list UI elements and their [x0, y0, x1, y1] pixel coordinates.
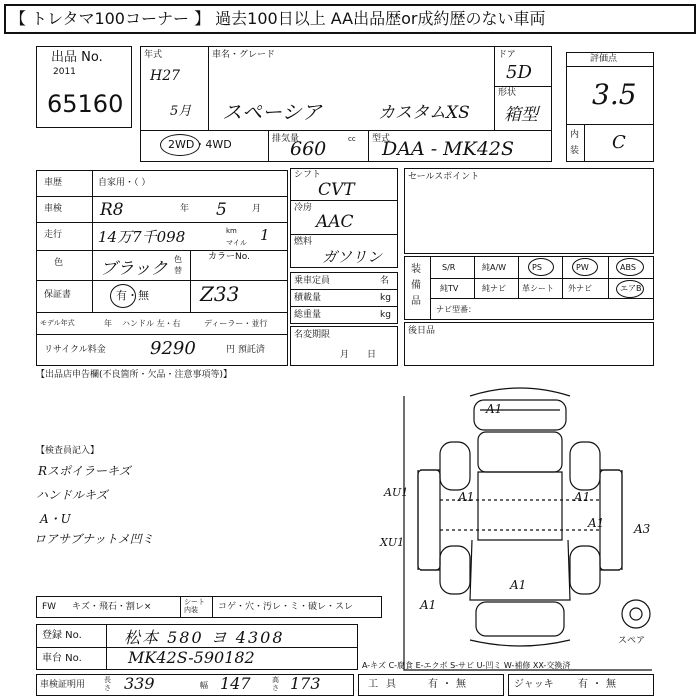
ac-label: 冷房 — [294, 203, 313, 213]
width-value: 147 — [220, 674, 251, 693]
mileage-unit: km — [226, 227, 237, 235]
inspection-label: 車検 — [44, 204, 63, 214]
chassis-value: MK42S-590182 — [128, 648, 255, 667]
doors-value: 5D — [506, 62, 532, 83]
mileage-miles-label: マイル — [226, 239, 247, 247]
inspection-value: R8 — [100, 200, 124, 220]
length-value: 339 — [124, 674, 155, 693]
name-change-unit: 月日 — [340, 350, 395, 360]
capacity-row-label: 積載量 — [294, 293, 322, 303]
lot-label: 出品 No. — [51, 50, 103, 65]
history-options: 自家用・（ ） — [98, 178, 151, 188]
equipment-item: ABS — [620, 263, 636, 272]
tools-options: 有・無 — [428, 679, 470, 690]
shape-value: 箱型 — [504, 105, 538, 125]
height-value: 173 — [290, 674, 321, 693]
capacity-row-unit: kg — [380, 310, 391, 320]
equipment-item: 純TV — [440, 284, 459, 293]
model-row-label: モデル年式 — [40, 319, 75, 327]
interior-value: C — [612, 132, 626, 153]
inspection-year-unit: 年 — [180, 204, 190, 214]
equipment-item: PS — [532, 263, 542, 272]
fw-label: FW — [42, 602, 57, 612]
damage-mark: A1 — [420, 598, 437, 612]
damage-mark: A1 — [486, 402, 503, 416]
drive-options: 2WD・4WD — [168, 138, 232, 151]
damage-mark: A1 — [574, 490, 591, 504]
sheet-header: 【 トレタマ100コーナー 】 過去100日以上 AA出品歴or成約歴のない車両 — [4, 4, 696, 34]
interior-label-top: 内 — [570, 130, 580, 140]
displacement-unit: cc — [348, 135, 356, 143]
capacity-row-label: 乗車定員 — [294, 276, 331, 286]
model-year-value: H27 — [150, 68, 181, 84]
fuel-label: 燃料 — [294, 237, 313, 247]
registration-label: 登録 No. — [42, 630, 82, 641]
inspector-note: ハンドルキズ — [36, 488, 108, 502]
model-year-month: 5月 — [170, 104, 192, 119]
capacity-row-label: 総重量 — [294, 310, 322, 320]
recycle-value: 9290 — [150, 338, 196, 359]
mileage-label: 走行 — [44, 230, 63, 240]
lot-year-stamp: 2011 — [53, 67, 76, 77]
sales-point-label: セールスポイント — [408, 172, 480, 182]
shift-label: シフト — [294, 170, 322, 180]
width-label: 幅 — [200, 681, 208, 690]
warranty-options: 有・無 — [116, 289, 149, 302]
damage-mark: A3 — [634, 522, 651, 536]
tools-label: 工具 — [368, 679, 404, 690]
model-row-dealer: ディーラー・並行 — [204, 319, 268, 328]
navi-model-label: ナビ型番： — [436, 305, 476, 314]
capacity-row-unit: kg — [380, 293, 391, 303]
equipment-item: S/R — [442, 263, 456, 272]
inspector-note: A・U — [40, 512, 71, 526]
certificate-label: 車検証明用 — [40, 680, 86, 690]
inspector-note: ロアサブナットメ凹ミ — [34, 532, 154, 546]
model-row-handle: ハンドル 左・右 — [122, 319, 181, 328]
model-year-label: 年式 — [144, 50, 163, 60]
registration-value: 松本 580 ヨ 4308 — [124, 628, 285, 647]
mileage-value: 14万7千098 — [98, 228, 186, 246]
inspection-month: 5 — [216, 200, 227, 220]
score-value: 3.5 — [592, 78, 637, 111]
equipment-item: 外ナビ — [568, 284, 592, 293]
color-label: 色 — [54, 258, 64, 268]
fuel-value: ガソリン — [322, 248, 383, 266]
equipment-item: 革シート — [522, 284, 554, 293]
equipment-item: エアB — [620, 284, 642, 293]
inspector-label: 【検査員記入】 — [36, 446, 100, 456]
damage-mark: A1 — [510, 578, 527, 592]
damage-mark: AU1 — [384, 486, 409, 499]
color-code-label: カラーNo. — [208, 252, 250, 262]
fw-items: キズ・飛石・割レ× — [72, 602, 152, 612]
mileage-note: 1 — [260, 226, 270, 244]
color-change-label: 色替 — [174, 255, 182, 275]
seat-items: コゲ・穴・汚レ・ミ・破レ・スレ — [218, 602, 354, 612]
interior-label-bottom: 装 — [570, 146, 580, 156]
name-change-label: 名変期限 — [294, 330, 331, 340]
inspector-note: Rスポイラーキズ — [38, 464, 131, 478]
recycle-label: リサイクル料金 — [44, 345, 106, 355]
color-code-value: Z33 — [200, 282, 240, 306]
car-grade-value: カスタムXS — [378, 103, 470, 123]
seat-label: シート内装 — [184, 598, 205, 614]
car-name-label: 車名・グレード — [212, 50, 276, 60]
damage-mark: XU1 — [380, 536, 405, 549]
height-label: 高さ — [272, 676, 279, 692]
spare-label: スペア — [618, 636, 646, 646]
shape-label: 形状 — [498, 88, 517, 98]
history-label: 車歴 — [44, 178, 63, 188]
displacement-label: 排気量 — [272, 134, 300, 144]
model-row-year: 年 — [104, 319, 112, 328]
capacity-row-unit: 名 — [380, 276, 390, 286]
warranty-label: 保証書 — [44, 290, 72, 300]
damage-legend: A-キズ C-腐食 E-エクボ S-サビ U-凹ミ W-補修 XX-交換済 — [362, 661, 571, 670]
doors-label: ドア — [498, 50, 516, 60]
equipment-item: 純A/W — [482, 263, 507, 272]
lot-number: 65160 — [47, 90, 124, 118]
car-name-value: スペーシア — [222, 100, 322, 124]
jack-label: ジャッキ — [514, 679, 554, 690]
ac-value: AAC — [316, 212, 354, 232]
color-value: ブラック — [100, 259, 168, 279]
model-type-label: 型式 — [372, 134, 391, 144]
model-type-value: DAA - MK42S — [382, 138, 515, 160]
shift-value: CVT — [318, 180, 355, 200]
jack-options: 有・無 — [578, 679, 620, 690]
equipment-item: PW — [576, 263, 589, 272]
length-label: 長さ — [104, 676, 111, 692]
displacement-value: 660 — [290, 138, 327, 160]
equipment-item: 純ナビ — [482, 284, 506, 293]
inspection-month-unit: 月 — [252, 204, 262, 214]
equipment-label: 装備品 — [411, 264, 421, 307]
post-date-label: 後日品 — [408, 326, 436, 336]
recycle-unit: 円 預託済 — [226, 345, 265, 355]
damage-mark: A1 — [458, 490, 475, 504]
score-label: 評価点 — [590, 54, 618, 64]
damage-mark: A1 — [588, 516, 605, 530]
seller-notes-label: 【出品店申告欄(不良箇所・欠品・注意事項等)】 — [36, 370, 233, 380]
chassis-label: 車台 No. — [42, 653, 82, 664]
